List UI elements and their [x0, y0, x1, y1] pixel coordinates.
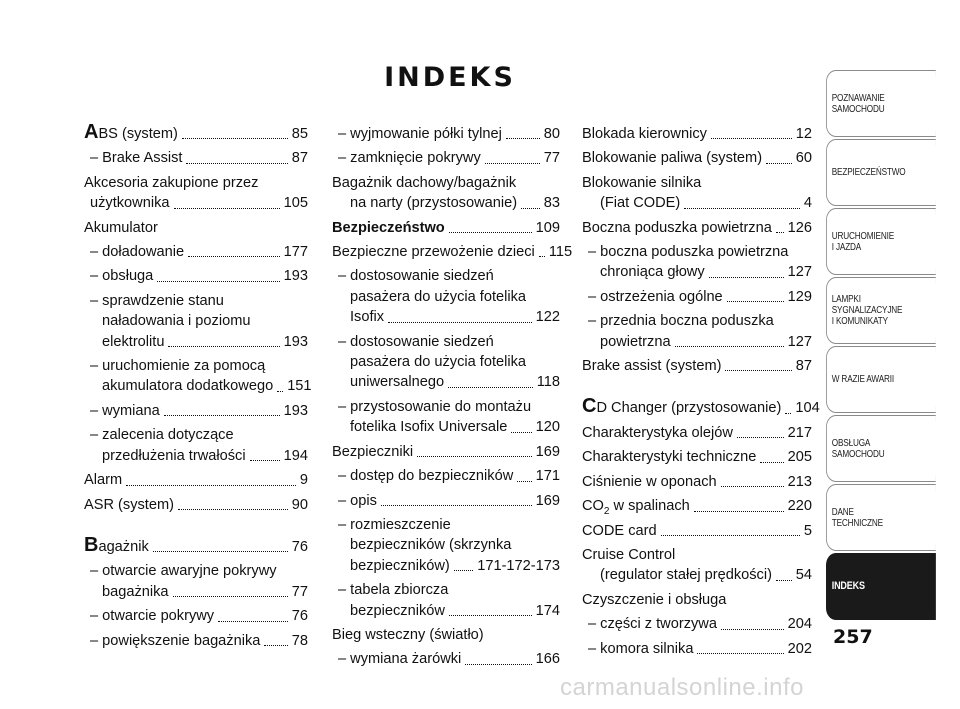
- section-letter: B: [84, 533, 99, 556]
- index-entry: (regulator stałej prędkości) 54: [582, 565, 812, 585]
- page-ref: 109: [535, 219, 560, 236]
- index-entry-text: – otwarcie awaryjne pokrywy: [90, 563, 277, 580]
- page-ref: 220: [787, 498, 812, 515]
- page-ref: 204: [787, 616, 812, 633]
- index-entry: na narty (przystosowanie) 83: [332, 193, 560, 213]
- index-entry: bagażnika 77: [84, 582, 308, 602]
- index-entry-text: Blokowanie silnika: [582, 174, 702, 191]
- index-entry-text: – dostosowanie siedzeń: [338, 268, 494, 285]
- index-entry: – Brake Assist 87: [84, 148, 308, 168]
- page-ref: 169: [535, 443, 560, 460]
- index-entry-text: – rozmieszczenie: [338, 516, 451, 533]
- index-entry-text: naładowania i poziomu: [102, 313, 251, 330]
- index-entry-text: Akumulator: [84, 219, 158, 236]
- page-ref: 105: [283, 195, 308, 212]
- page-ref: 129: [787, 288, 812, 305]
- page-ref: 80: [543, 126, 560, 142]
- page-ref: 127: [787, 333, 812, 350]
- index-column-1: [84, 121, 312, 651]
- page-ref: 171-172-173: [477, 557, 560, 574]
- page-ref: 193: [283, 268, 308, 285]
- page-ref: 83: [543, 195, 560, 212]
- tab-indeks[interactable]: INDEKS: [826, 553, 936, 620]
- tab-obsluga-samochodu[interactable]: OBSŁUGA SAMOCHODU: [826, 415, 936, 482]
- index-entry-text: Bieg wsteczny (światło): [332, 626, 484, 643]
- page-ref: 174: [535, 602, 560, 619]
- index-entry: (Fiat CODE) 4: [582, 193, 812, 213]
- page-ref: 76: [291, 538, 308, 555]
- page-ref: 202: [787, 640, 812, 657]
- index-entry: CD Changer (przystosowanie) 104: [582, 395, 820, 418]
- page-ref: 166: [535, 651, 560, 668]
- index-entry-text: pasażera do użycia fotelika: [350, 354, 527, 371]
- index-entry: Bezpieczeństwo 109: [332, 218, 560, 238]
- index-entry: Bagażnik 76: [84, 533, 308, 556]
- page-ref: 4: [803, 195, 812, 212]
- index-entry: Blokada kierownicy 12: [582, 124, 812, 144]
- index-entry-text: – uruchomienie za pomocą: [90, 358, 266, 375]
- index-entry: Brake assist (system) 87: [582, 356, 812, 376]
- index-entry-text: – boczna poduszka powietrzna: [588, 244, 789, 261]
- index-entry: bezpieczników 174: [332, 601, 560, 621]
- page-ref: 194: [283, 447, 308, 464]
- index-entry: Bezpieczne przewożenie dzieci 115: [332, 242, 560, 262]
- index-entry: powietrzna 127: [582, 332, 812, 352]
- tab-dane-techniczne[interactable]: DANE TECHNICZNE: [826, 484, 936, 551]
- index-entry: – wyjmowanie półki tylnej 80: [332, 124, 560, 144]
- page-ref: 122: [535, 309, 560, 326]
- index-entry: akumulatora dodatkowego 151: [84, 376, 308, 396]
- page-ref: 177: [283, 244, 308, 261]
- tab-lampki-sygnalizacyjne[interactable]: LAMPKI SYGNALIZACYJNE I KOMUNIKATY: [826, 277, 936, 344]
- page-ref: 78: [291, 632, 308, 649]
- page-ref: 87: [291, 150, 308, 167]
- index-entry: – dostęp do bezpieczników 171: [332, 466, 560, 486]
- index-entry-text: Czyszczenie i obsługa: [582, 591, 727, 608]
- page-number: 257: [833, 626, 873, 648]
- page-ref: 169: [535, 492, 560, 509]
- index-entry: $CO_2$ w spalinach 220: [582, 498, 812, 517]
- index-entry: bezpieczników) 171-172-173: [332, 556, 560, 576]
- index-entry-text: Cruise Control: [582, 546, 676, 563]
- page-ref: 171: [535, 468, 560, 485]
- page-ref: 87: [795, 358, 812, 375]
- index-entry-text: Bagażnik dachowy/bagażnik: [332, 174, 517, 191]
- index-entry: Charakterystyka olejów 217: [582, 423, 812, 443]
- index-entry: fotelika Isofix Universale 120: [332, 417, 560, 437]
- index-entry: przedłużenia trwałości 194: [84, 446, 308, 466]
- index-entry: – części z tworzywa 204: [582, 614, 812, 634]
- index-entry: Alarm 9: [84, 470, 308, 490]
- index-entry: Ciśnienie w oponach 213: [582, 472, 812, 492]
- index-entry: – otwarcie pokrywy 76: [84, 606, 308, 626]
- index-entry-text: bezpieczników (skrzynka: [350, 537, 512, 554]
- index-entry: – zamknięcie pokrywy 77: [332, 148, 560, 168]
- page-ref: 77: [543, 150, 560, 167]
- page-ref: 9: [299, 472, 308, 489]
- page-ref: 193: [283, 333, 308, 350]
- index-entry: – powiększenie bagażnika 78: [84, 631, 308, 651]
- index-entry-text: Akcesoria zakupione przez: [84, 174, 259, 191]
- tab-bezpieczenstwo[interactable]: BEZPIECZEŃSTWO: [826, 139, 936, 206]
- index-entry: ASR (system) 90: [84, 495, 308, 515]
- page-ref: 126: [787, 219, 812, 236]
- index-entry: uniwersalnego 118: [332, 372, 560, 392]
- index-entry: – opis 169: [332, 491, 560, 511]
- index-entry: Blokowanie paliwa (system) 60: [582, 148, 812, 168]
- index-entry: Isofix 122: [332, 307, 560, 327]
- section-tabs: [826, 70, 960, 622]
- index-entry: Bezpieczniki 169: [332, 442, 560, 462]
- section-letter: C: [582, 395, 597, 418]
- tab-w-razie-awarii[interactable]: W RAZIE AWARII: [826, 346, 936, 413]
- page-ref: 205: [787, 449, 812, 466]
- index-entry: elektrolitu 193: [84, 332, 308, 352]
- page-ref: 217: [787, 424, 812, 441]
- index-entry: – wymiana 193: [84, 401, 308, 421]
- index-entry: użytkownika 105: [84, 193, 308, 213]
- index-entry-text: – sprawdzenie stanu: [90, 292, 224, 309]
- page-ref: 5: [803, 522, 812, 539]
- section-letter: A: [84, 121, 99, 143]
- index-entry-text: – przednia boczna poduszka: [588, 313, 774, 330]
- index-entry: Boczna poduszka powietrzna 126: [582, 218, 812, 238]
- index-entry-text: pasażera do użycia fotelika: [350, 288, 527, 305]
- page-ref: 213: [787, 473, 812, 490]
- page-title: INDEKS: [384, 62, 516, 93]
- index-entry: ABS (system) 85: [84, 121, 308, 143]
- page-ref: 151: [287, 378, 312, 395]
- index-entry-text: – przystosowanie do montażu: [338, 398, 532, 415]
- page-ref: 85: [291, 126, 308, 142]
- page-ref: 60: [795, 150, 812, 167]
- page-ref: 54: [795, 567, 812, 584]
- watermark: carmanualsonline.info: [560, 674, 804, 701]
- page-ref: 127: [787, 264, 812, 281]
- index-column-3: [582, 124, 820, 659]
- index-column-2: [332, 124, 573, 670]
- page-ref: 76: [291, 608, 308, 625]
- page-ref: 104: [795, 400, 820, 417]
- index-entry: – wymiana żarówki 166: [332, 649, 560, 669]
- page-ref: 120: [535, 419, 560, 436]
- index-entry-text: – dostosowanie siedzeń: [338, 333, 494, 350]
- page-ref: 77: [291, 583, 308, 600]
- index-entry: chroniąca głowy 127: [582, 262, 812, 282]
- tab-uruchomienie-i-jazda[interactable]: URUCHOMIENIE I JAZDA: [826, 208, 936, 275]
- index-entry-text: – zalecenia dotyczące: [90, 427, 234, 444]
- index-entry: – komora silnika 202: [582, 639, 812, 659]
- index-entry: – ostrzeżenia ogólne 129: [582, 287, 812, 307]
- page-ref: 12: [795, 126, 812, 142]
- page-ref: 90: [291, 496, 308, 513]
- index-entry-text: – tabela zbiorcza: [338, 582, 449, 599]
- index-entry: Charakterystyki techniczne 205: [582, 447, 812, 467]
- index-entry: CODE card 5: [582, 521, 812, 541]
- page-ref: 193: [283, 402, 308, 419]
- page-ref: 115: [548, 244, 573, 261]
- page-ref: 118: [536, 374, 560, 391]
- tab-poznawanie-samochodu[interactable]: POZNAWANIE SAMOCHODU: [826, 70, 936, 137]
- index-entry: – doładowanie 177: [84, 242, 308, 262]
- index-entry: – obsługa 193: [84, 266, 308, 286]
